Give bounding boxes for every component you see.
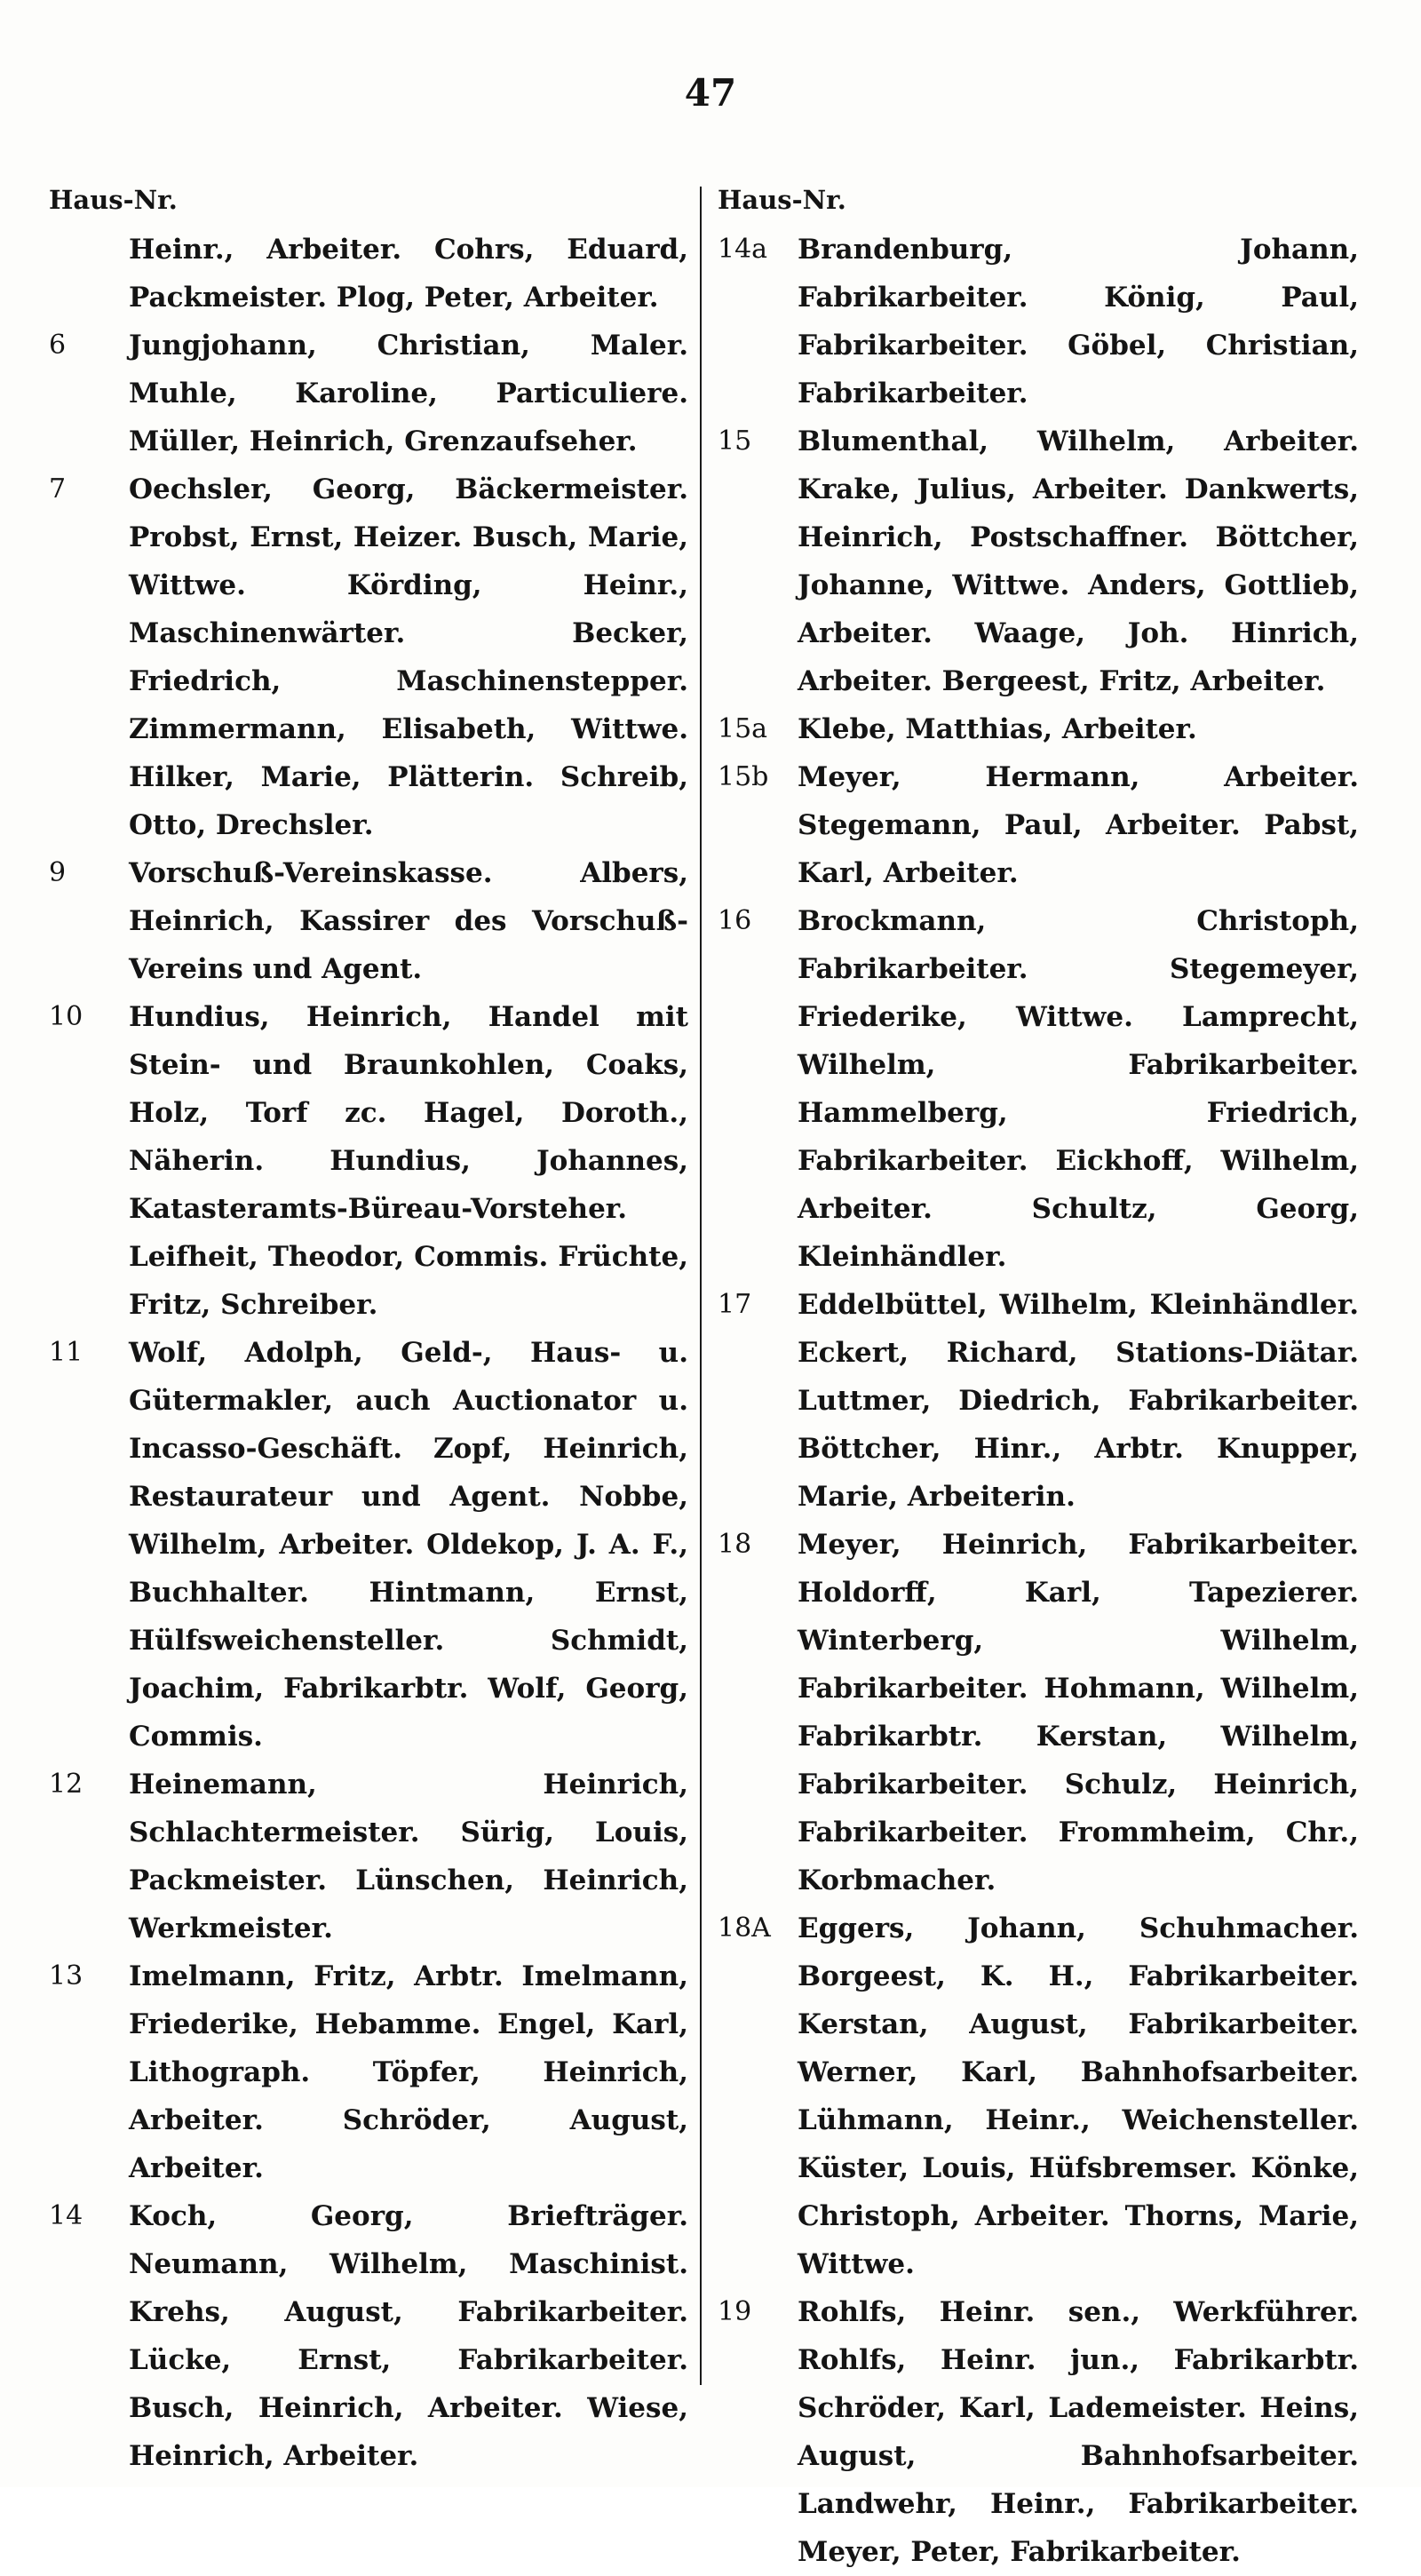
resident-list: Wolf, Adolph, Geld-, Haus- u. Gütermakler, auch Auctionator u. Incasso-Geschäft. Zopf, Heinrich, Restaurateur und Agent. Nobbe, Wilhelm, Arbeiter. Oldekop, J. A. F., Buchhalter. Hintmann, Ernst, Hülfsweichensteller. Schmidt, Joachim, Fabrikarbtr. Wolf, Georg, Commis.	[129, 1337, 688, 1753]
house-number: 15	[718, 425, 752, 457]
directory-entry	[49, 1761, 688, 1952]
resident-list: Heinemann, Heinrich, Schlachtermeister. Sürig, Louis, Packmeister. Lünschen, Heinrich, Werkmeister.	[129, 1769, 688, 1944]
resident-list: Heinr., Arbeiter. Cohrs, Eduard, Packmeister. Plog, Peter, Arbeiter.	[129, 234, 688, 314]
directory-entry	[49, 1952, 688, 2192]
right-entries	[718, 226, 1359, 2576]
resident-list: Imelmann, Fritz, Arbtr. Imelmann, Friederike, Hebamme. Engel, Karl, Lithograph. Töpfer, Heinrich, Arbeiter. Schröder, August, Arbeiter.	[129, 1960, 688, 2184]
column-divider	[700, 187, 702, 2385]
house-number-header: Haus-Nr.	[718, 185, 846, 215]
house-number: 15a	[718, 713, 768, 744]
directory-entry	[718, 1521, 1359, 1904]
house-number: 11	[49, 1337, 83, 1368]
resident-list: Eggers, Johann, Schuhmacher. Borgeest, K. H., Fabrikarbeiter. Kerstan, August, Fabrikarbeiter. Werner, Karl, Bahnhofsarbeiter. Lühmann, Heinr., Weichensteller. Küster, Louis, Hüfsbremser. Könke, Christoph, Arbeiter. Thorns, Marie, Wittwe.	[798, 1912, 1359, 2280]
house-number: 15b	[718, 761, 769, 792]
house-number: 12	[49, 1769, 83, 1800]
house-number-header: Haus-Nr.	[49, 185, 178, 215]
house-number: 14a	[718, 234, 768, 265]
house-number: 9	[49, 857, 67, 888]
house-number: 6	[49, 330, 67, 361]
directory-entry	[718, 1904, 1359, 2288]
resident-list: Oechsler, Georg, Bäckermeister. Probst, Ernst, Heizer. Busch, Marie, Wittwe. Körding, Heinr., Maschinenwärter. Becker, Friedrich, Maschinenstepper. Zimmermann, Elisabeth, Wittwe. Hilker, Marie, Plätterin. Schreib, Otto, Drechsler.	[129, 473, 688, 841]
house-number: 17	[718, 1289, 752, 1320]
directory-entry	[718, 226, 1359, 417]
house-number: 18A	[718, 1912, 771, 1944]
resident-list: Blumenthal, Wilhelm, Arbeiter. Krake, Julius, Arbeiter. Dankwerts, Heinrich, Postschaffner. Böttcher, Johanne, Wittwe. Anders, Gottlieb, Arbeiter. Waage, Joh. Hinrich, Arbeiter. Bergeest, Fritz, Arbeiter.	[798, 425, 1359, 697]
directory-entry	[718, 1281, 1359, 1521]
directory-entry	[718, 705, 1359, 753]
directory-entry	[49, 226, 688, 322]
resident-list: Koch, Georg, Briefträger. Neumann, Wilhelm, Maschinist. Krehs, August, Fabrikarbeiter. Lücke, Ernst, Fabrikarbeiter. Busch, Heinrich, Arbeiter. Wiese, Heinrich, Arbeiter.	[129, 2200, 688, 2472]
directory-entry	[49, 993, 688, 1329]
page-number: 47	[684, 71, 737, 115]
directory-entry	[718, 2288, 1359, 2576]
house-number: 14	[49, 2200, 83, 2231]
resident-list: Meyer, Hermann, Arbeiter. Stegemann, Paul, Arbeiter. Pabst, Karl, Arbeiter.	[798, 761, 1359, 889]
resident-list: Vorschuß-Vereinskasse. Albers, Heinrich, Kassirer des Vorschuß-Vereins und Agent.	[129, 857, 688, 985]
house-number: 16	[718, 905, 752, 936]
house-number: 13	[49, 1960, 83, 1992]
directory-entry	[718, 897, 1359, 1281]
directory-entry	[718, 753, 1359, 897]
left-entries	[49, 226, 688, 2480]
directory-entry	[49, 849, 688, 993]
house-number: 18	[718, 1529, 752, 1560]
directory-entry	[718, 417, 1359, 705]
directory-entry	[49, 1329, 688, 1761]
left-column	[49, 178, 688, 2480]
house-number: 7	[49, 473, 67, 505]
resident-list: Meyer, Heinrich, Fabrikarbeiter. Holdorff, Karl, Tapezierer. Winterberg, Wilhelm, Fabrikarbeiter. Hohmann, Wilhelm, Fabrikarbtr. Kerstan, Wilhelm, Fabrikarbeiter. Schulz, Heinrich, Fabrikarbeiter. Frommheim, Chr., Korbmacher.	[798, 1529, 1359, 1896]
resident-list: Eddelbüttel, Wilhelm, Kleinhändler. Eckert, Richard, Stations-Diätar. Luttmer, Diedrich, Fabrikarbeiter. Böttcher, Hinr., Arbtr. Knupper, Marie, Arbeiterin.	[798, 1289, 1359, 1513]
resident-list: Brockmann, Christoph, Fabrikarbeiter. Stegemeyer, Friederike, Wittwe. Lamprecht, Wilhelm, Fabrikarbeiter. Hammelberg, Friedrich, Fabrikarbeiter. Eickhoff, Wilhelm, Arbeiter. Schultz, Georg, Kleinhändler.	[798, 905, 1359, 1273]
right-column	[718, 178, 1359, 2576]
directory-entry	[49, 2192, 688, 2480]
directory-entry	[49, 322, 688, 465]
directory-entry	[49, 465, 688, 849]
resident-list: Rohlfs, Heinr. sen., Werkführer. Rohlfs, Heinr. jun., Fabrikarbtr. Schröder, Karl, Lademeister. Heins, August, Bahnhofsarbeiter. Landwehr, Heinr., Fabrikarbeiter. Meyer, Peter, Fabrikarbeiter.	[798, 2296, 1359, 2568]
house-number: 10	[49, 1001, 83, 1032]
resident-list: Klebe, Matthias, Arbeiter.	[798, 713, 1197, 745]
house-number: 19	[718, 2296, 752, 2327]
resident-list: Hundius, Heinrich, Handel mit Stein- und Braunkohlen, Coaks, Holz, Torf zc. Hagel, Doroth., Näherin. Hundius, Johannes, Katasteramts-Büreau-Vorsteher. Leifheit, Theodor, Commis. Früchte, Fritz, Schreiber.	[129, 1001, 688, 1321]
resident-list: Brandenburg, Johann, Fabrikarbeiter. König, Paul, Fabrikarbeiter. Göbel, Christian, Fabrikarbeiter.	[798, 234, 1359, 409]
resident-list: Jungjohann, Christian, Maler. Muhle, Karoline, Particuliere. Müller, Heinrich, Grenzaufseher.	[129, 330, 688, 457]
